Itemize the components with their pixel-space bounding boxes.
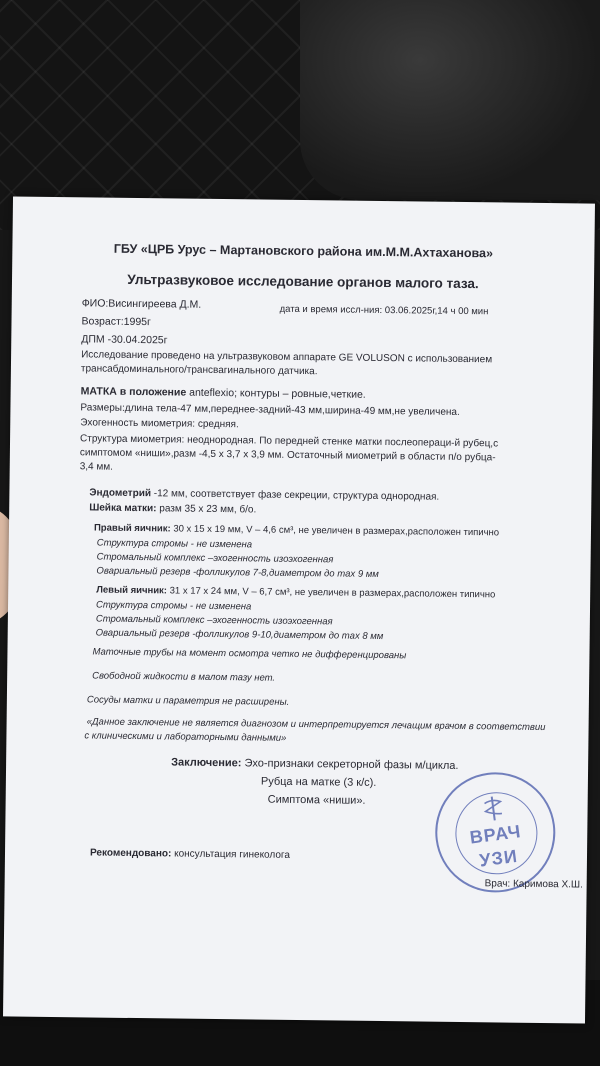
uterus-position-text: anteflexio; контуры – ровные,четкие. (186, 386, 366, 401)
recommendation-text: консультация гинеколога (171, 848, 290, 861)
org-name: ГБУ «ЦРБ Урус – Мартановского района им.М.М.Ахтаханова» (113, 241, 494, 261)
right-ovary-text: 30 х 15 х 19 мм, V – 4,6 см³, не увеличен в размерах,расположен типично (170, 523, 500, 539)
left-ovary-line: Структура стромы - не изменена (95, 599, 252, 613)
left-ovary-line: Стромальный комплекс –эхогенность изоэхогенная (95, 613, 333, 628)
uterus-line: 3,4 мм. (79, 461, 114, 473)
disclaimer-line: «Данное заключение не является диагнозом и интерпретируется лечащим врачом в соответствии (86, 716, 546, 734)
patient-age: Возраст:1995г (81, 315, 151, 329)
conclusion-line: Эхо-признаки секреторной фазы м/цикла. (241, 757, 459, 772)
left-ovary-line: Овариальный резерв -фолликулов 9-10,диаметром до max 8 мм (95, 627, 384, 643)
exam-datetime: дата и время иссл-ния: 03.06.2025г,14 ч 00 мин (279, 303, 489, 318)
recommendation-label: Рекомендовано: (89, 847, 172, 860)
uterus-line: Размеры:длина тела-47 мм,переднее-задний-43 мм,ширина-49 мм,не увеличена. (80, 402, 460, 418)
patient-name: ФИО:Висингиреева Д.М. (81, 297, 202, 311)
conclusion-line: Симптома «ниши». (267, 793, 366, 807)
uterus-label: МАТКА в положение (80, 385, 187, 399)
report-title: Ультразвуковое исследование органов малого таза. (127, 271, 479, 292)
cervix-label: Шейка матки: (89, 502, 157, 515)
left-ovary-label: Левый яичник: (96, 584, 168, 597)
right-ovary-line: Стромальный комплекс –эхогенность изоэхогенная (96, 551, 334, 566)
uterus-line: Структура миометрия: неоднородная. По передней стенке матки послеопераци-й рубец,с (80, 433, 499, 450)
right-ovary-line: Структура стромы - не изменена (96, 537, 253, 551)
conclusion (171, 756, 459, 772)
other-finding: Свободной жидкости в малом тазу нет. (92, 670, 276, 684)
conclusion-line: Рубца на матке (3 к/с). (260, 775, 377, 789)
endometrium-text: -12 мм, соответствует фазе секреции, структура однородная. (150, 488, 440, 503)
disclaimer-line: с клиническими и лабораторными данными» (84, 730, 287, 744)
uterus-line: Эхогенность миометрия: средняя. (80, 417, 239, 431)
seat-headrest (300, 0, 600, 200)
other-finding: Сосуды матки и параметрия не расширены. (86, 694, 290, 708)
uterus-position (81, 385, 366, 401)
ultrasound-report-sheet (3, 196, 595, 1023)
right-ovary (94, 523, 499, 539)
doctor-signature: Врач: Каримова Х.Ш. (484, 878, 583, 891)
intro-line: Исследование проведено на ультразвуковом аппарате GE VOLUSON с использованием (81, 349, 493, 366)
conclusion-label: Заключение: (171, 756, 242, 770)
endometrium (89, 487, 439, 503)
stamp-word: УЗИ (478, 845, 519, 871)
left-ovary-text: 31 х 17 х 24 мм, V – 6,7 см³, не увеличен в размерах,расположен типично (166, 585, 496, 601)
right-ovary-line: Овариальный резерв -фолликулов 7-8,диаметром до max 9 мм (96, 565, 379, 580)
uterus-line: симптомом «ниши»,разм -4,5 х 3,7 х 3,9 мм. Остаточный миометрий в области п/о рубца- (79, 447, 496, 464)
caduceus-icon (479, 793, 508, 824)
endometrium-label: Эндометрий (89, 487, 152, 500)
recommendation (90, 847, 290, 861)
cervix-text: разм 35 х 23 мм, б/о. (156, 503, 257, 516)
left-ovary (96, 586, 495, 602)
cervix (89, 502, 256, 516)
last-period-date: ДПМ -30.04.2025г (81, 333, 168, 347)
other-finding: Маточные трубы на момент осмотра четко не дифференцированы (92, 646, 407, 662)
intro-line: трансабдоминального/трансвагинального датчика. (80, 363, 318, 378)
right-ovary-label: Правый яичник: (93, 522, 171, 535)
stamp-word: ВРАЧ (468, 821, 523, 848)
